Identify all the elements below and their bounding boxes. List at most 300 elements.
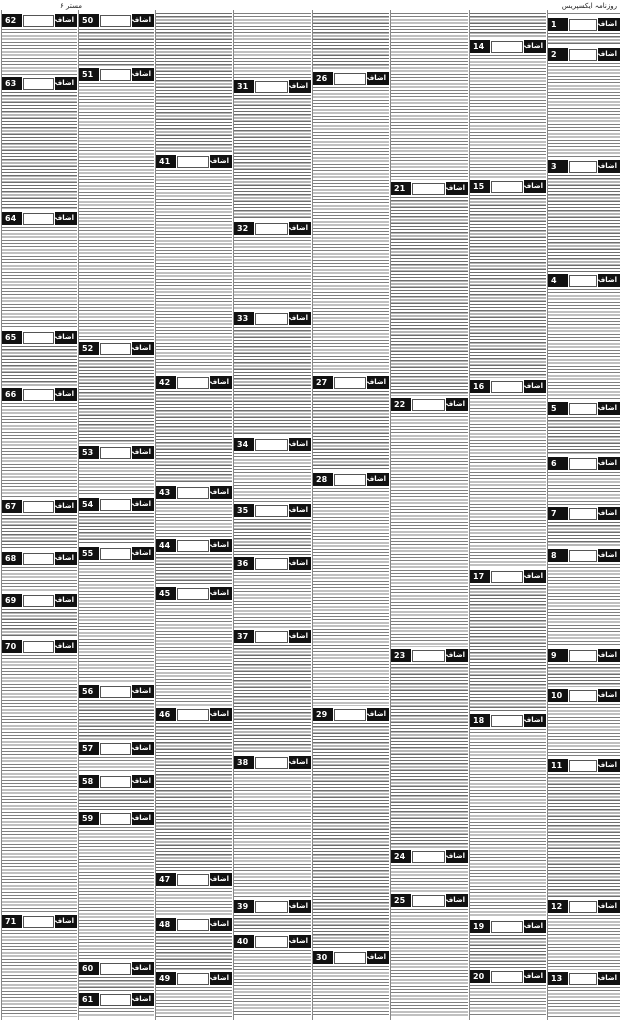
question-number-tag <box>132 742 154 755</box>
column-4 <box>313 12 389 1020</box>
question-number: 54 <box>79 498 99 511</box>
question-number: 3 <box>548 160 568 173</box>
answer-box <box>100 994 131 1006</box>
question-number: 49 <box>156 972 176 985</box>
answer-box <box>569 508 597 520</box>
answer-box <box>569 690 597 702</box>
question-number-tag <box>446 182 468 195</box>
tag-label: اضافہ <box>53 917 74 925</box>
text-block <box>156 933 232 970</box>
question-number-tag <box>598 649 620 662</box>
tag-label: اضافہ <box>444 184 465 192</box>
text-block <box>2 609 77 638</box>
question-number: 13 <box>548 972 568 985</box>
question-number-tag <box>598 972 620 985</box>
tag-label: اضافہ <box>287 902 308 910</box>
question-number-tag <box>132 342 154 355</box>
question-number: 18 <box>470 714 490 727</box>
question-number: 23 <box>391 649 411 662</box>
answer-box <box>100 69 131 81</box>
tag-label: اضافہ <box>596 459 617 467</box>
answer-box <box>491 41 523 53</box>
answer-box <box>100 343 131 355</box>
question-number-tag <box>55 500 77 513</box>
tag-label: اضافہ <box>596 20 617 28</box>
column-rule <box>312 10 313 1020</box>
tag-label: اضافہ <box>287 937 308 945</box>
tag-label: اضافہ <box>596 902 617 910</box>
text-block <box>234 950 311 1017</box>
question-number: 55 <box>79 547 99 560</box>
text-block <box>156 602 232 706</box>
question-number-tag <box>289 756 311 769</box>
answer-box <box>100 447 131 459</box>
question-number-tag <box>210 972 232 985</box>
question-number-tag <box>598 274 620 287</box>
column-rule <box>469 10 470 1020</box>
answer-box <box>569 19 597 31</box>
text-block <box>234 771 311 898</box>
text-block <box>234 645 311 754</box>
tag-label: اضافہ <box>444 400 465 408</box>
question-number: 27 <box>313 376 333 389</box>
question-number-tag <box>289 900 311 913</box>
text-block <box>2 29 77 75</box>
tag-label: اضافہ <box>130 744 151 752</box>
text-block <box>79 83 154 340</box>
answer-box <box>334 474 366 486</box>
answer-box <box>334 377 366 389</box>
answer-box <box>177 874 209 886</box>
tag-label: اضافہ <box>287 506 308 514</box>
text-block <box>548 704 620 757</box>
column-1 <box>548 12 620 1020</box>
tag-label: اضافہ <box>208 875 229 883</box>
question-number-tag <box>210 155 232 168</box>
tag-label: اضافہ <box>208 378 229 386</box>
tag-label: اضافہ <box>130 814 151 822</box>
answer-box <box>23 553 54 565</box>
question-number-tag <box>55 594 77 607</box>
text-block <box>2 403 77 498</box>
text-block <box>79 757 154 773</box>
column-rule <box>547 10 548 1020</box>
answer-box <box>491 181 523 193</box>
question-number: 22 <box>391 398 411 411</box>
answer-box <box>412 399 445 411</box>
question-number: 57 <box>79 742 99 755</box>
text-block <box>548 175 620 272</box>
text-block <box>313 391 389 471</box>
text-block <box>2 346 77 386</box>
header-right-text: روزنامہ ایکسپریس <box>561 2 617 10</box>
question-number-tag <box>55 388 77 401</box>
answer-box <box>177 919 209 931</box>
question-number-tag <box>524 40 546 53</box>
tag-label: اضافہ <box>53 390 74 398</box>
question-number: 1 <box>548 18 568 31</box>
column-rule <box>390 10 391 1020</box>
question-number: 10 <box>548 689 568 702</box>
tag-label: اضافہ <box>522 42 543 50</box>
question-number: 20 <box>470 970 490 983</box>
tag-label: اضافہ <box>365 378 386 386</box>
answer-box <box>569 161 597 173</box>
tag-label: اضافہ <box>596 691 617 699</box>
question-number: 56 <box>79 685 99 698</box>
answer-box <box>569 403 597 415</box>
text-block <box>548 13 620 16</box>
text-block <box>234 237 311 310</box>
question-number: 60 <box>79 962 99 975</box>
text-block <box>156 391 232 484</box>
answer-box <box>255 81 288 93</box>
answer-box <box>569 275 597 287</box>
question-number-tag <box>55 212 77 225</box>
question-number-tag <box>289 557 311 570</box>
text-block <box>391 664 468 848</box>
question-number: 5 <box>548 402 568 415</box>
answer-box <box>255 505 288 517</box>
answer-box <box>255 558 288 570</box>
answer-box <box>491 381 523 393</box>
tag-label: اضافہ <box>365 710 386 718</box>
text-block <box>79 461 154 496</box>
answer-box <box>334 73 366 85</box>
tag-label: اضافہ <box>522 382 543 390</box>
text-block <box>156 888 232 916</box>
question-number-tag <box>598 48 620 61</box>
question-number: 64 <box>2 212 22 225</box>
text-block <box>470 935 546 968</box>
question-number-tag <box>598 759 620 772</box>
tag-label: اضافہ <box>287 440 308 448</box>
question-number-tag <box>132 812 154 825</box>
question-number: 47 <box>156 873 176 886</box>
answer-box <box>100 813 131 825</box>
tag-label: اضافہ <box>365 953 386 961</box>
question-number: 2 <box>548 48 568 61</box>
text-block <box>548 472 620 505</box>
text-block <box>470 585 546 712</box>
column-7 <box>79 12 154 1020</box>
question-number-tag <box>598 402 620 415</box>
tag-label: اضافہ <box>53 333 74 341</box>
question-number: 19 <box>470 920 490 933</box>
tag-label: اضافہ <box>596 276 617 284</box>
text-block <box>470 729 546 918</box>
question-number-tag <box>132 775 154 788</box>
question-number: 44 <box>156 539 176 552</box>
question-number: 45 <box>156 587 176 600</box>
answer-box <box>412 650 445 662</box>
question-number: 39 <box>234 900 254 913</box>
answer-box <box>569 650 597 662</box>
tag-label: اضافہ <box>208 541 229 549</box>
question-number-tag <box>132 685 154 698</box>
tag-label: اضافہ <box>365 475 386 483</box>
question-number-tag <box>210 539 232 552</box>
question-number-tag <box>367 951 389 964</box>
question-number-tag <box>367 72 389 85</box>
answer-box <box>100 548 131 560</box>
question-number-tag <box>289 630 311 643</box>
answer-box <box>491 715 523 727</box>
question-number-tag <box>55 552 77 565</box>
tag-label: اضافہ <box>53 79 74 87</box>
text-block <box>234 327 311 436</box>
text-block <box>391 413 468 647</box>
column-2 <box>470 12 546 1020</box>
question-number-tag <box>598 18 620 31</box>
question-number: 66 <box>2 388 22 401</box>
tag-label: اضافہ <box>208 589 229 597</box>
question-number: 32 <box>234 222 254 235</box>
question-number-tag <box>446 649 468 662</box>
answer-box <box>23 15 54 27</box>
tag-label: اضافہ <box>130 777 151 785</box>
text-block <box>548 987 620 1017</box>
tag-label: اضافہ <box>596 404 617 412</box>
tag-label: اضافہ <box>522 572 543 580</box>
tag-label: اضافہ <box>130 16 151 24</box>
question-number: 62 <box>2 14 22 27</box>
question-number-tag <box>598 457 620 470</box>
answer-box <box>100 15 131 27</box>
text-block <box>79 700 154 740</box>
text-block <box>2 655 77 913</box>
column-6 <box>156 12 232 1020</box>
question-number: 63 <box>2 77 22 90</box>
text-block <box>79 562 154 683</box>
tag-label: اضافہ <box>130 70 151 78</box>
text-block <box>156 13 232 153</box>
question-number: 24 <box>391 850 411 863</box>
question-number-tag <box>132 962 154 975</box>
answer-box <box>491 571 523 583</box>
question-number: 7 <box>548 507 568 520</box>
text-block <box>79 790 154 810</box>
tag-label: اضافہ <box>522 922 543 930</box>
answer-box <box>23 332 54 344</box>
question-number: 35 <box>234 504 254 517</box>
question-number: 51 <box>79 68 99 81</box>
question-number: 58 <box>79 775 99 788</box>
question-number: 61 <box>79 993 99 1006</box>
text-block <box>2 92 77 210</box>
text-block <box>234 915 311 933</box>
tag-label: اضافہ <box>522 716 543 724</box>
answer-box <box>177 540 209 552</box>
question-number: 69 <box>2 594 22 607</box>
question-number-tag <box>210 486 232 499</box>
tag-label: اضافہ <box>287 82 308 90</box>
question-number-tag <box>598 689 620 702</box>
question-number-tag <box>598 900 620 913</box>
column-rule <box>155 10 156 1020</box>
question-number-tag <box>55 331 77 344</box>
answer-box <box>412 895 445 907</box>
question-number: 8 <box>548 549 568 562</box>
answer-box <box>177 487 209 499</box>
answer-box <box>23 595 54 607</box>
question-number: 37 <box>234 630 254 643</box>
tag-label: اضافہ <box>208 974 229 982</box>
question-number: 42 <box>156 376 176 389</box>
text-block <box>313 723 389 949</box>
header-left-text: مستر ۶ <box>60 2 82 10</box>
tag-label: اضافہ <box>522 182 543 190</box>
answer-box <box>255 439 288 451</box>
question-number: 33 <box>234 312 254 325</box>
text-block <box>2 515 77 550</box>
answer-box <box>412 851 445 863</box>
text-block <box>234 95 311 220</box>
answer-box <box>100 776 131 788</box>
question-number: 11 <box>548 759 568 772</box>
text-block <box>2 567 77 592</box>
text-block <box>234 453 311 502</box>
text-block <box>548 664 620 687</box>
text-block <box>313 488 389 706</box>
text-block <box>548 564 620 647</box>
text-block <box>391 865 468 892</box>
text-block <box>470 395 546 568</box>
tag-label: اضافہ <box>53 554 74 562</box>
tag-label: اضافہ <box>53 642 74 650</box>
answer-box <box>100 686 131 698</box>
question-number: 9 <box>548 649 568 662</box>
question-number: 68 <box>2 552 22 565</box>
text-block <box>313 87 389 374</box>
question-number-tag <box>524 180 546 193</box>
answer-box <box>177 588 209 600</box>
tag-label: اضافہ <box>130 448 151 456</box>
question-number: 67 <box>2 500 22 513</box>
question-number-tag <box>524 920 546 933</box>
question-number-tag <box>289 438 311 451</box>
text-block <box>79 357 154 444</box>
tag-label: اضافہ <box>596 974 617 982</box>
tag-label: اضافہ <box>444 651 465 659</box>
question-number: 46 <box>156 708 176 721</box>
question-number-tag <box>55 640 77 653</box>
question-number: 70 <box>2 640 22 653</box>
question-number-tag <box>132 446 154 459</box>
question-number-tag <box>55 14 77 27</box>
question-number: 15 <box>470 180 490 193</box>
question-number-tag <box>289 80 311 93</box>
text-block <box>548 63 620 158</box>
text-block <box>470 195 546 378</box>
question-number: 34 <box>234 438 254 451</box>
answer-box <box>569 550 597 562</box>
question-number-tag <box>446 894 468 907</box>
text-block <box>2 227 77 329</box>
answer-box <box>255 313 288 325</box>
answer-box <box>569 760 597 772</box>
question-number-tag <box>524 970 546 983</box>
column-rule <box>1 10 2 1020</box>
tag-label: اضافہ <box>444 852 465 860</box>
text-block <box>391 13 468 180</box>
question-number: 59 <box>79 812 99 825</box>
question-number: 12 <box>548 900 568 913</box>
answer-box <box>569 458 597 470</box>
column-rule <box>78 10 79 1020</box>
tag-label: اضافہ <box>130 549 151 557</box>
column-3 <box>391 12 468 1020</box>
answer-box <box>255 223 288 235</box>
question-number: 53 <box>79 446 99 459</box>
tag-label: اضافہ <box>53 502 74 510</box>
answer-box <box>100 963 131 975</box>
question-number: 40 <box>234 935 254 948</box>
tag-label: اضافہ <box>287 632 308 640</box>
question-number: 43 <box>156 486 176 499</box>
question-number-tag <box>289 504 311 517</box>
answer-box <box>334 709 366 721</box>
text-block <box>548 522 620 547</box>
question-number: 41 <box>156 155 176 168</box>
question-number: 71 <box>2 915 22 928</box>
column-rule <box>233 10 234 1020</box>
text-block <box>470 985 546 1017</box>
answer-box <box>177 709 209 721</box>
answer-box <box>569 973 597 985</box>
tag-label: اضافہ <box>130 687 151 695</box>
question-number-tag <box>132 14 154 27</box>
text-block <box>79 29 154 66</box>
text-block <box>156 170 232 374</box>
question-number: 50 <box>79 14 99 27</box>
tag-label: اضافہ <box>53 16 74 24</box>
text-block <box>548 289 620 400</box>
answer-box <box>255 936 288 948</box>
text-block <box>313 13 389 70</box>
question-number: 29 <box>313 708 333 721</box>
question-number: 36 <box>234 557 254 570</box>
tag-label: اضافہ <box>596 162 617 170</box>
tag-label: اضافہ <box>596 761 617 769</box>
answer-box <box>100 499 131 511</box>
text-block <box>156 501 232 537</box>
question-number-tag <box>210 873 232 886</box>
question-number-tag <box>210 376 232 389</box>
tag-label: اضافہ <box>208 488 229 496</box>
tag-label: اضافہ <box>130 344 151 352</box>
question-number: 6 <box>548 457 568 470</box>
question-number-tag <box>289 935 311 948</box>
question-number-tag <box>55 77 77 90</box>
question-number-tag <box>367 376 389 389</box>
tag-label: اضافہ <box>130 500 151 508</box>
text-block <box>234 13 311 78</box>
answer-box <box>23 213 54 225</box>
answer-box <box>255 631 288 643</box>
text-block <box>156 554 232 585</box>
question-number: 21 <box>391 182 411 195</box>
column-5 <box>234 12 311 1020</box>
text-block <box>470 55 546 178</box>
question-number: 16 <box>470 380 490 393</box>
text-block <box>548 417 620 455</box>
tag-label: اضافہ <box>287 224 308 232</box>
tag-label: اضافہ <box>596 651 617 659</box>
question-number-tag <box>524 714 546 727</box>
question-number-tag <box>598 549 620 562</box>
answer-box <box>23 916 54 928</box>
